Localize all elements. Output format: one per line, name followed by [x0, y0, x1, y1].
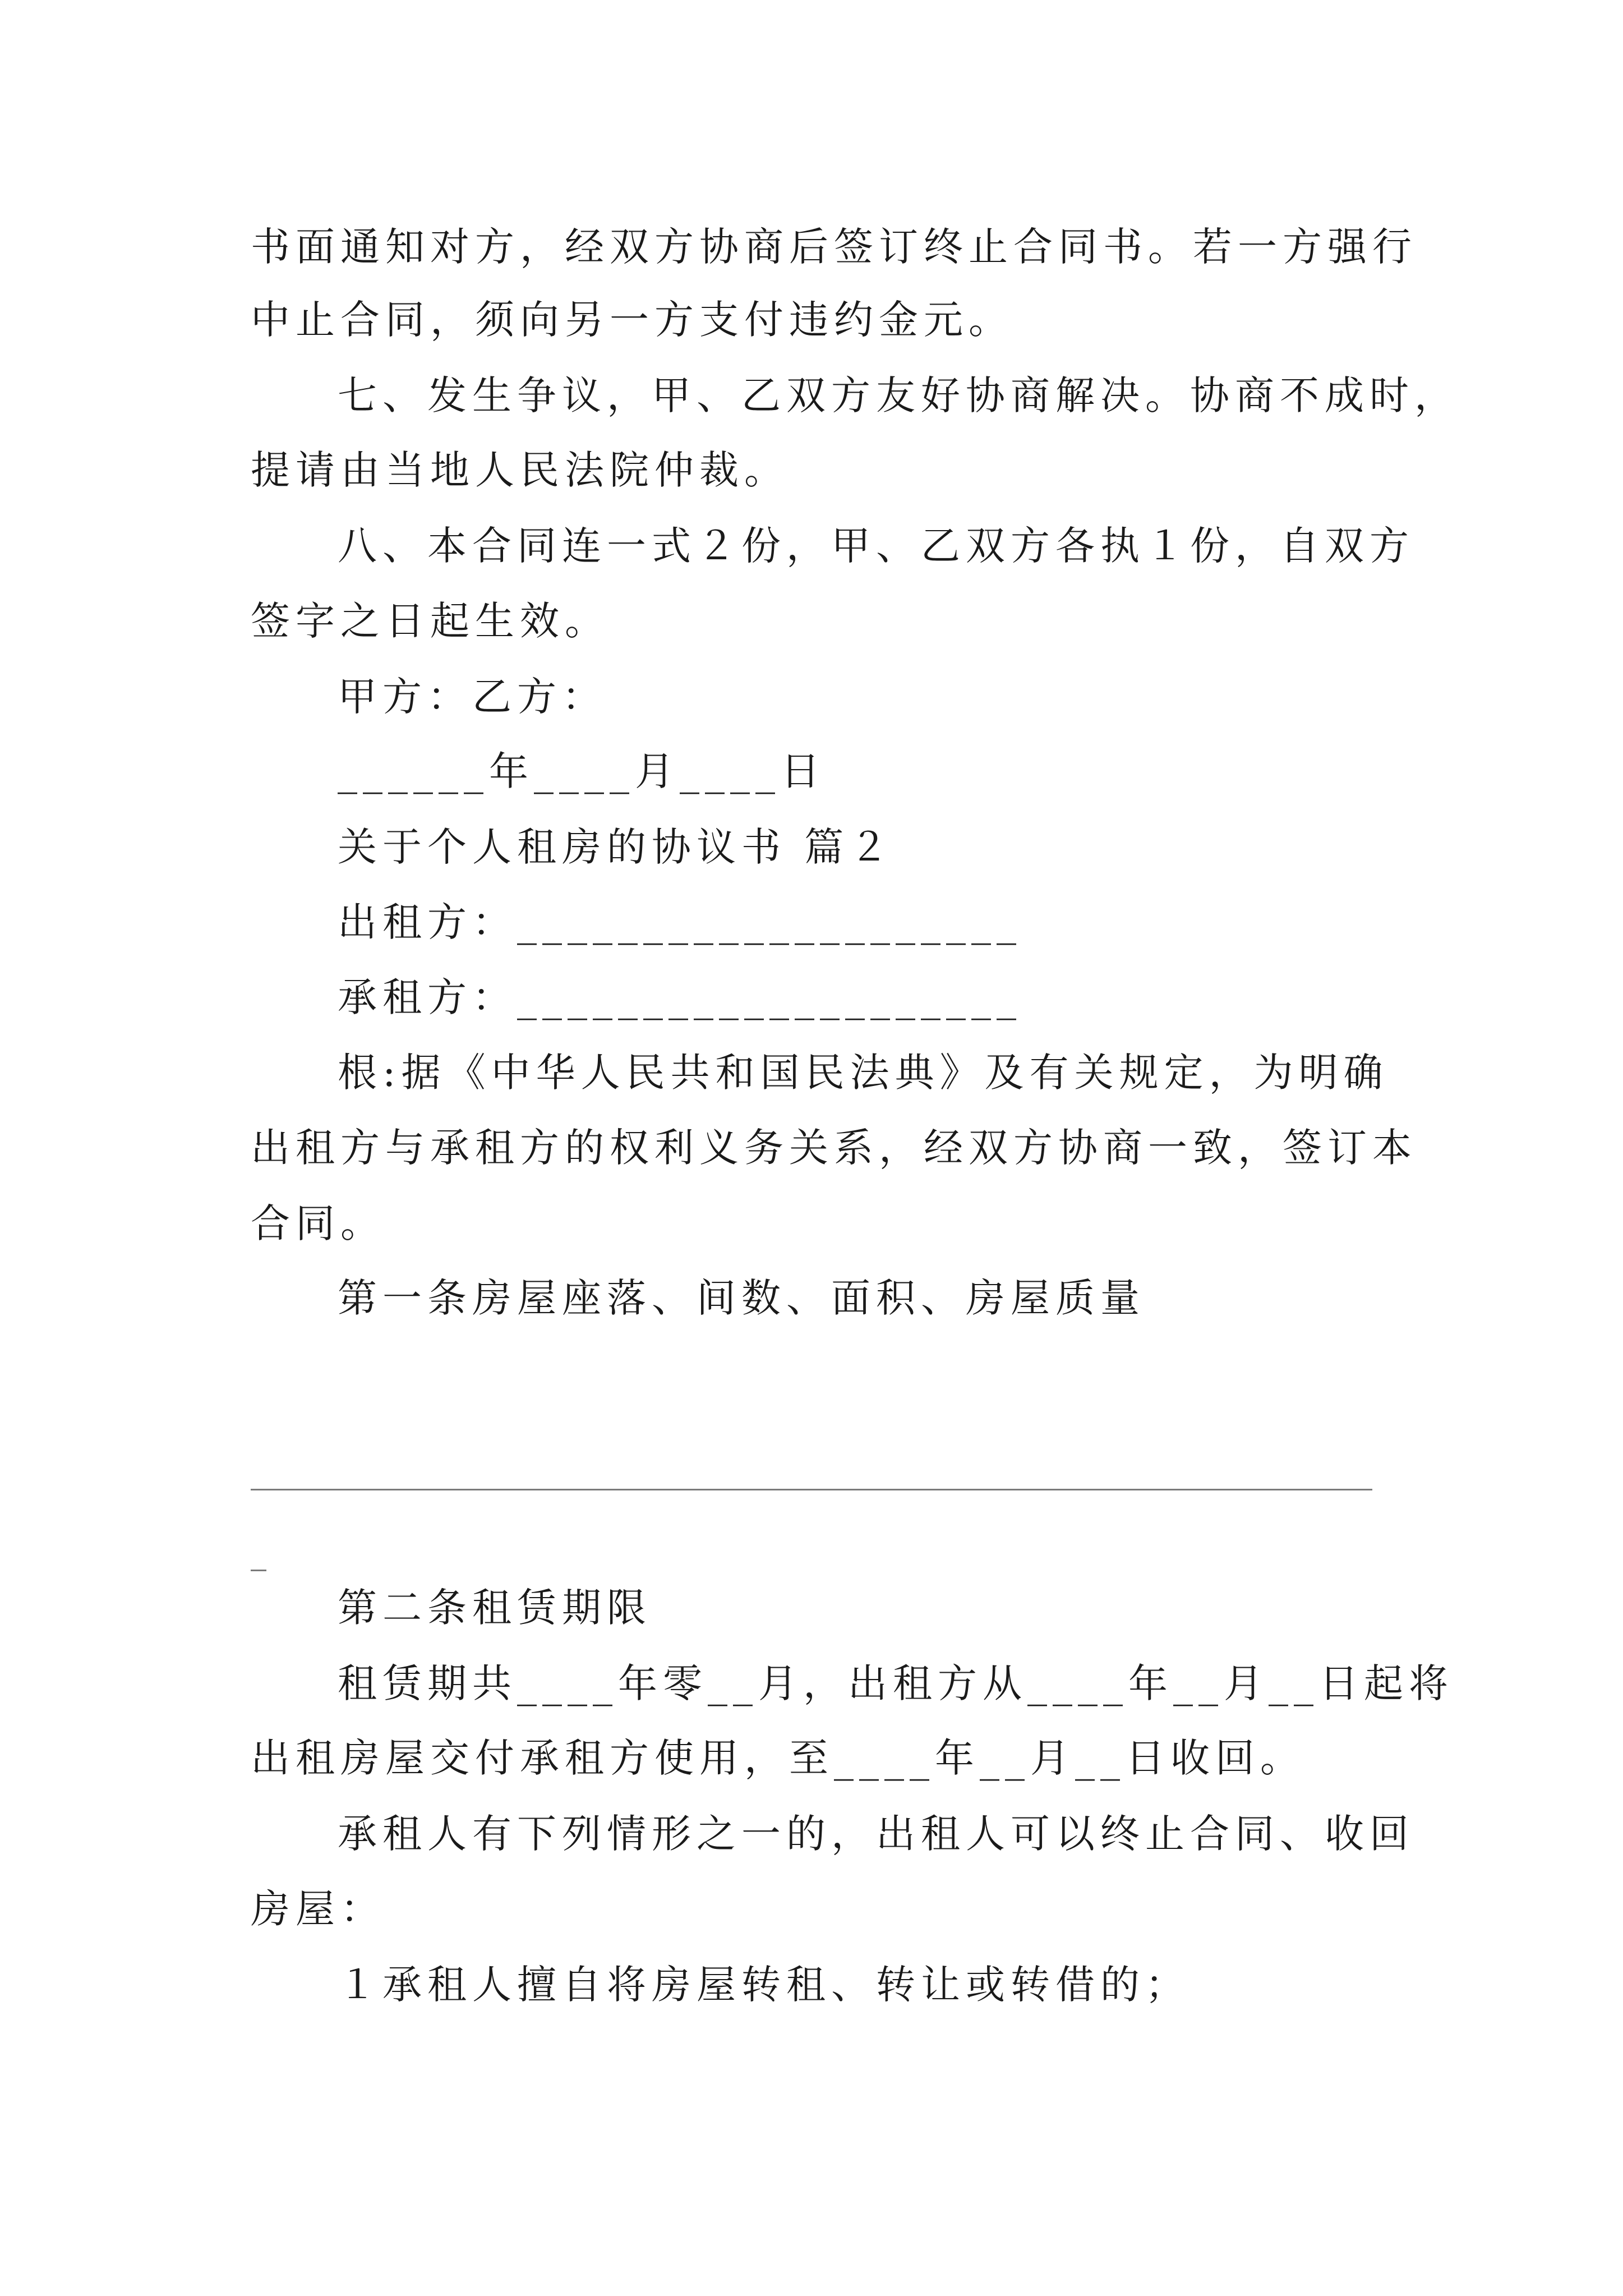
- body-text-line: 书面通知对方，经双方协商后签订终止合同书。若一方强行: [251, 224, 1417, 270]
- body-text-line: 出租方与承租方的权利义务关系，经双方协商一致，签订本: [251, 1125, 1417, 1171]
- lessee-field: 承租方：____________________: [338, 974, 1022, 1020]
- blank-fill-rule-continuation: [251, 1570, 266, 1571]
- body-text-line: 承租人有下列情形之一的，出租人可以终止合同、收回: [338, 1811, 1414, 1857]
- body-text-line: 八、本合同连一式２份，甲、乙双方各执１份，自双方: [338, 523, 1414, 569]
- section-title: 关于个人租房的协议书 篇２: [338, 824, 895, 870]
- lessor-field: 出租方：____________________: [338, 899, 1022, 945]
- body-text-line: 合同。: [251, 1200, 385, 1246]
- date-line: ______年____月____日: [338, 748, 826, 794]
- body-text-line: 房屋：: [251, 1886, 385, 1932]
- article-heading: 第二条租赁期限: [338, 1585, 652, 1631]
- body-text-line: 七、发生争议，甲、乙双方友好协商解决。协商不成时，: [338, 372, 1459, 418]
- blank-fill-rule: [251, 1489, 1372, 1490]
- body-text-line: 签字之日起生效。: [251, 598, 610, 644]
- body-text-line: 中止合同，须向另一方支付违约金元。: [251, 297, 1013, 343]
- body-text-line: 根:据《中华人民共和国民法典》及有关规定，为明确: [338, 1050, 1389, 1096]
- signature-line: 甲方：乙方：: [338, 674, 607, 720]
- body-text-line: 租赁期共____年零__月，出租方从____年__月__日起将: [338, 1660, 1454, 1706]
- body-text-line: 提请由当地人民法院仲裁。: [251, 447, 789, 493]
- article-heading: 第一条房屋座落、间数、面积、房屋质量: [338, 1275, 1145, 1321]
- body-text-line: 出租房屋交付承租方使用，至____年__月__日收回。: [251, 1735, 1305, 1781]
- list-item: １承租人擅自将房屋转租、转让或转借的；: [338, 1962, 1190, 2008]
